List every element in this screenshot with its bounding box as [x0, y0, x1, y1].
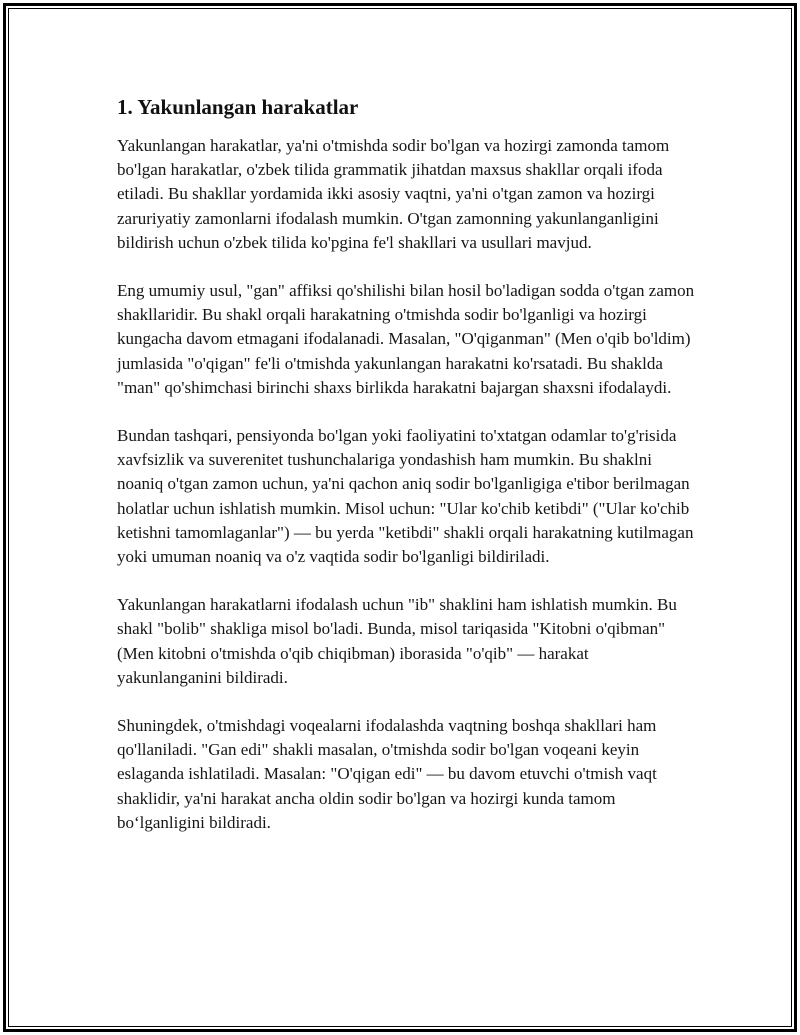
paragraph-5: Shuningdek, o'tmishdagi voqealarni ifodalashda vaqtning boshqa shakllari ham qo'llaniladi. "Gan edi" shakli masalan, o'tmishda sodir bo'lgan voqeani keyin eslaganda ishlatiladi. Masalan: "O'qigan edi" — bu davom etuvchi o'tmish vaqt shaklidir, ya'ni harakat ancha oldin sodir bo'lgan va hozirgi kunda tamom bo‘lganligini bildiradi.: [117, 716, 657, 832]
document-body: [117, 94, 697, 859]
paragraph-2: Eng umumiy usul, "gan" affiksi qo'shilishi bilan hosil bo'ladigan sodda o'tgan zamon shakllaridir. Bu shakl orqali harakatning o'tmishda sodir bo'lganligi va hozirgi kungacha davom etmagani ifodalanadi. Masalan, "O'qiganman" (Men o'qib bo'ldim) jumlasida "o'qigan" fe'li o'tmishda yakunlangan harakatni ko'rsatadi. Bu shaklda "man" qo'shimchasi birinchi shaxs birlikda harakatni bajargan shaxsni ifodalaydi.: [117, 281, 695, 397]
paragraph-4: Yakunlangan harakatlarni ifodalash uchun "ib" shaklini ham ishlatish mumkin. Bu shakl "bolib" shakliga misol bo'ladi. Bunda, misol tariqasida "Kitobni o'qibman" (Men kitobni o'tmishda o'qib chiqibman) iborasida "o'qib" — harakat yakunlanganini bildiradi.: [117, 595, 677, 687]
paragraph-1: Yakunlangan harakatlar, ya'ni o'tmishda sodir bo'lgan va hozirgi zamonda tamom bo'lgan harakatlar, o'zbek tilida grammatik jihatdan maxsus shakllar orqali ifoda etiladi. Bu shakllar yordamida ikki asosiy vaqtni, ya'ni o'tgan zamon va hozirgi zaruriyatiy zamonlarni ifodalash mumkin. O'tgan zamonning yakunlanganligini bildirish uchun o'zbek tilida ko'pgina fe'l shakllari va usullari mavjud.: [117, 136, 670, 252]
paragraph-3: Bundan tashqari, pensiyonda bo'lgan yoki faoliyatini to'xtatgan odamlar to'g'risida xavfsizlik va suverenitet tushunchalariga yondashish ham mumkin. Bu shaklni noaniq o'tgan zamon uchun, ya'ni qachon aniq sodir bo'lganligiga e'tibor berilmagan holatlar uchun ishlatish mumkin. Misol uchun: "Ular ko'chib ketibdi" ("Ular ko'chib ketishni tamomlaganlar") — bu yerda "ketibdi" shakli orqali harakatning kutilmagan yoki umuman noaniq va o'z vaqtida sodir bo'lganligi bildiriladi.: [117, 426, 694, 567]
section-heading: 1. Yakunlangan harakatlar: [117, 95, 359, 119]
